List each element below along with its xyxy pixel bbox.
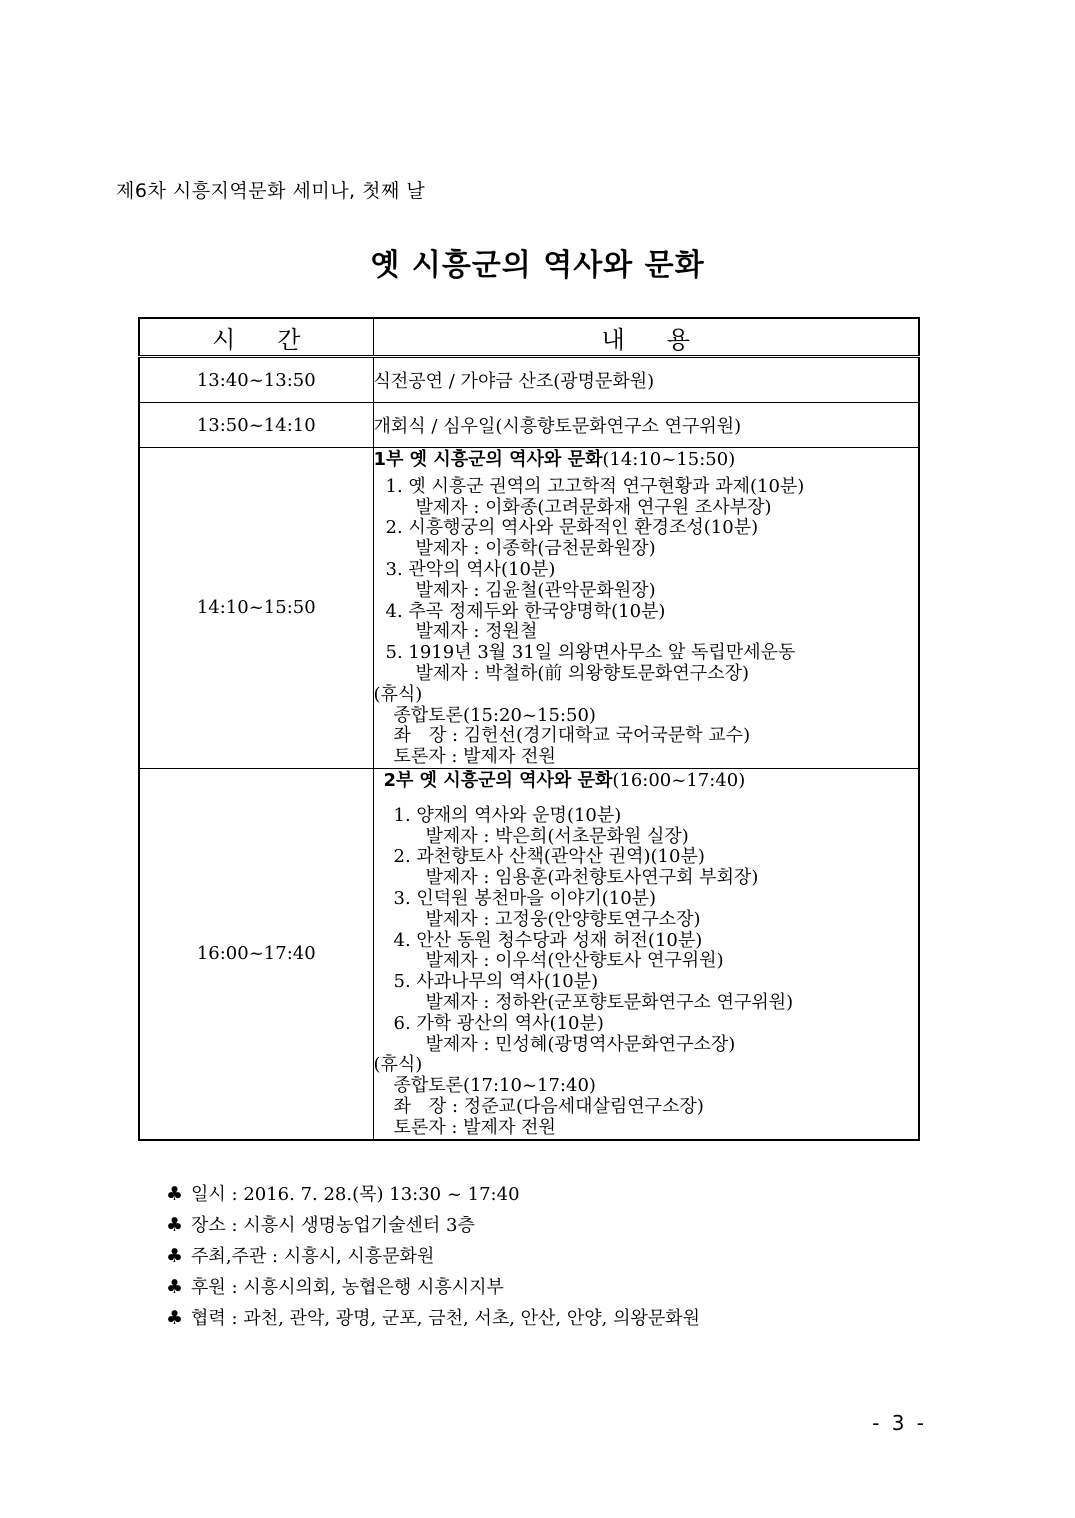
content-column-header: 내용 [373, 318, 919, 357]
row-time: 13:50~14:10 [139, 403, 373, 448]
part2-heading-title: 2부 옛 시흥군의 역사와 문화 [383, 769, 613, 791]
presenter-line: 발제자 : 박철하(前 의왕향토문화연구소장) [415, 662, 749, 684]
part1-content [373, 448, 919, 769]
list-item: 1. 양재의 역사와 운명(10분) [393, 804, 622, 826]
part2-heading [384, 771, 919, 792]
table-row [139, 357, 919, 403]
table-row-part1 [139, 448, 919, 769]
note-text: 주최,주관 : 시흥시, 시흥문화원 [191, 1246, 435, 1267]
list-item: 6. 가학 광산의 역사(10분) [393, 1012, 604, 1034]
presenter-line: 발제자 : 정하완(군포향토문화연구소 연구위원) [425, 991, 794, 1013]
list-item: 1. 옛 시흥군 권역의 고고학적 연구현황과 과제(10분) [385, 475, 805, 497]
part1-heading-title: 1부 옛 시흥군의 역사와 문화 [373, 449, 603, 470]
note-text: 일시 : 2016. 7. 28.(목) 13:30 ~ 17:40 [191, 1184, 520, 1205]
note-sponsor [166, 1272, 700, 1303]
discussion-line: 종합토론(15:20~15:50) [393, 704, 596, 726]
list-item: 5. 사과나무의 역사(10분) [393, 971, 599, 993]
note-cooperation [166, 1303, 700, 1334]
schedule-table [138, 317, 920, 1141]
list-item: 3. 관악의 역사(10분) [385, 558, 556, 580]
list-item: 5. 1919년 3월 31일 의왕면사무소 앞 독립만세운동 [385, 642, 796, 664]
chair-line: 좌 장 : 김헌선(경기대학교 국어국문학 교수) [393, 725, 751, 747]
presenter-line: 발제자 : 정원철 [415, 621, 538, 643]
note-text: 후원 : 시흥시의회, 농협은행 시흥시지부 [191, 1277, 504, 1298]
table-header-row [139, 318, 919, 357]
row-content: 식전공연 / 가야금 산조(광명문화원) [373, 357, 919, 403]
list-item: 4. 추곡 정제두와 한국양명학(10분) [385, 600, 666, 622]
document-title: 옛 시흥군의 역사와 문화 [370, 248, 705, 283]
time-column-header: 시간 [139, 318, 373, 357]
presenter-line: 발제자 : 민성혜(광명역사문화연구소장) [425, 1033, 736, 1055]
note-text: 협력 : 과천, 관악, 광명, 군포, 금천, 서초, 안산, 안양, 의왕문화원 [191, 1308, 701, 1329]
list-item: 2. 과천향토사 산책(관악산 권역)(10분) [393, 846, 705, 868]
presenter-line: 발제자 : 임용훈(과천향토사연구회 부회장) [425, 867, 759, 889]
list-item: 3. 인덕원 봉천마을 이야기(10분) [393, 887, 657, 909]
presenter-line: 발제자 : 이우석(안산향토사 연구위원) [425, 950, 724, 972]
discussion-line: 종합토론(17:10~17:40) [393, 1075, 596, 1097]
event-info-notes [166, 1179, 700, 1334]
note-date [166, 1179, 700, 1210]
row-time: 13:40~13:50 [139, 357, 373, 403]
part2-content [373, 768, 919, 1139]
part2-heading-time: (16:00~17:40) [612, 769, 746, 791]
break-label: (휴식) [373, 683, 423, 705]
club-bullet-icon: ♣ [166, 1214, 184, 1236]
club-bullet-icon: ♣ [166, 1183, 184, 1205]
panel-line: 토론자 : 발제자 전원 [393, 1116, 556, 1138]
row-time: 16:00~17:40 [139, 768, 373, 1139]
presenter-line: 발제자 : 박은희(서초문화원 실장) [425, 825, 689, 847]
list-item: 2. 시흥행궁의 역사와 문화적인 환경조성(10분) [385, 517, 759, 539]
presenter-line: 발제자 : 이종학(금천문화원장) [415, 538, 656, 560]
note-host [166, 1241, 700, 1272]
part1-heading [374, 450, 919, 471]
page-number: - 3 - [872, 1411, 927, 1435]
chair-line: 좌 장 : 정준교(다음세대살림연구소장) [393, 1095, 704, 1117]
club-bullet-icon: ♣ [166, 1245, 184, 1267]
presenter-line: 발제자 : 김윤철(관악문화원장) [415, 579, 656, 601]
panel-line: 토론자 : 발제자 전원 [393, 746, 556, 768]
list-item: 4. 안산 동원 청수당과 성재 허전(10분) [393, 929, 703, 951]
note-place [166, 1210, 700, 1241]
presenter-line: 발제자 : 고정웅(안양향토연구소장) [425, 908, 701, 930]
break-label: (휴식) [373, 1054, 423, 1076]
row-content: 개회식 / 심우일(시흥향토문화연구소 연구위원) [373, 403, 919, 448]
note-text: 장소 : 시흥시 생명농업기술센터 3층 [191, 1215, 475, 1236]
part1-heading-time: (14:10~15:50) [602, 449, 736, 470]
table-row-part2 [139, 768, 919, 1139]
row-time: 14:10~15:50 [139, 448, 373, 769]
club-bullet-icon: ♣ [166, 1276, 184, 1298]
club-bullet-icon: ♣ [166, 1307, 184, 1329]
table-row [139, 403, 919, 448]
presenter-line: 발제자 : 이화종(고려문화재 연구원 조사부장) [415, 496, 772, 518]
document-subtitle: 제6차 시흥지역문화 세미나, 첫째 날 [116, 180, 426, 202]
